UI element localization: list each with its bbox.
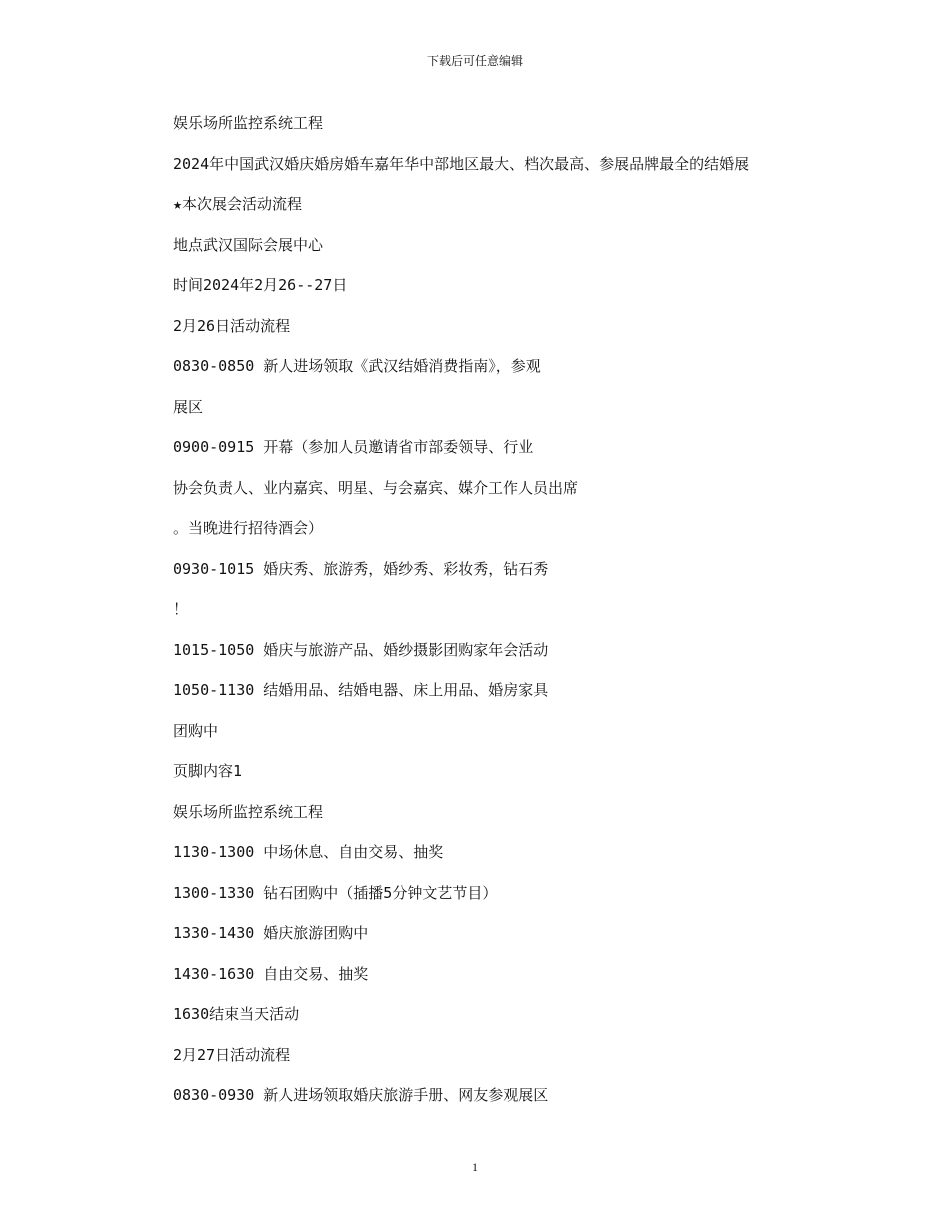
text-line: 2月26日活动流程 xyxy=(173,316,291,335)
text-line: 1330-1430 婚庆旅游团购中 xyxy=(173,924,369,942)
text-line: 0830-0930 新人进场领取婚庆旅游手册、网友参观展区 xyxy=(173,1086,549,1104)
text-line: 0900-0915 开幕（参加人员邀请省市部委领导、行业 xyxy=(173,438,534,456)
page-number: 1 xyxy=(472,1160,478,1174)
text-line: 2月27日活动流程 xyxy=(173,1045,291,1064)
page-header: 下载后可任意编辑 xyxy=(426,54,523,68)
text-line: 1300-1330 钻石团购中（插播5分钟文艺节目） xyxy=(173,883,498,902)
text-line: 1050-1130 结婚用品、结婚电器、床上用品、婚房家具 xyxy=(173,681,549,699)
text-line: 2024年中国武汉婚庆婚房婚车嘉年华中部地区最大、档次最高、参展品牌最全的结婚展 xyxy=(173,154,750,173)
text-line: 时间2024年2月26--27日 xyxy=(173,276,348,294)
text-line: ！ xyxy=(173,600,189,618)
text-line: 1015-1050 婚庆与旅游产品、婚纱摄影团购家年会活动 xyxy=(173,640,549,659)
text-line: 1130-1300 中场休息、自由交易、抽奖 xyxy=(173,843,444,861)
text-line: 娱乐场所监控系统工程 xyxy=(173,802,324,821)
text-line: 。当晚进行招待酒会） xyxy=(173,519,324,537)
text-line: 1430-1630 自由交易、抽奖 xyxy=(173,964,369,983)
text-line: 展区 xyxy=(173,397,204,416)
text-line: 0930-1015 婚庆秀、旅游秀，婚纱秀、彩妆秀，钻石秀 xyxy=(173,559,549,578)
document-body xyxy=(173,111,873,1124)
text-line: 地点武汉国际会展中心 xyxy=(173,235,324,254)
text-line: 1630结束当天活动 xyxy=(173,1005,300,1023)
text-line: 团购中 xyxy=(173,721,219,740)
text-line: 协会负责人、业内嘉宾、明星、与会嘉宾、媒介工作人员出席 xyxy=(173,478,579,497)
text-line: 页脚内容1 xyxy=(173,762,243,780)
text-line: 娱乐场所监控系统工程 xyxy=(173,114,324,132)
text-line: 0830-0850 新人进场领取《武汉结婚消费指南》，参观 xyxy=(173,357,541,375)
text-line: ★本次展会活动流程 xyxy=(173,195,303,213)
